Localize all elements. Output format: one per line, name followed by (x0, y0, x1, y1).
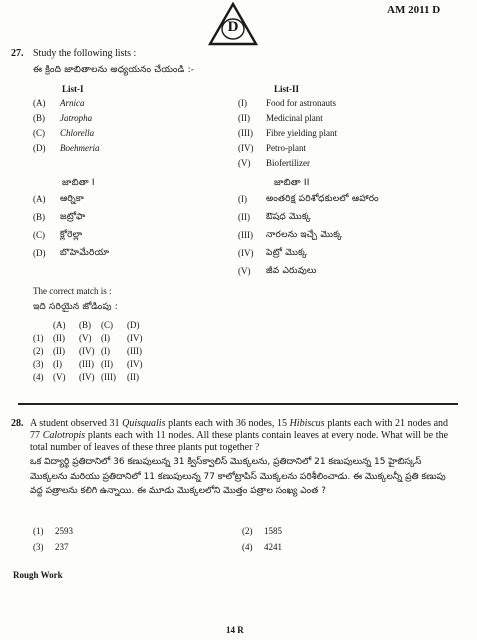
plant-name: Calotropis (42, 430, 86, 441)
match-cell: (II) (53, 333, 65, 343)
list1-te-item: క్లోరెల్లా (60, 230, 83, 240)
match-prompt-en: The correct match is : (33, 286, 112, 296)
list2-label: (I) (238, 98, 247, 108)
match-cell: (1) (33, 333, 44, 343)
match-header-cell (33, 319, 53, 332)
list2-item: Petro-plant (266, 143, 306, 153)
list2-label: (IV) (238, 143, 254, 153)
match-prompt-te: ఇది సరియైన జోడింపు : (33, 302, 118, 312)
list1-te-label: (B) (33, 212, 45, 222)
list1-title-te: జాబితా I (62, 178, 95, 188)
list1-item: Jatropha (60, 113, 93, 123)
match-header-cell: (D) (127, 320, 140, 330)
q28-option-label: (1) (33, 526, 44, 536)
list1-te-label: (A) (33, 194, 46, 204)
list1-te-item: బొహెమేరియా (60, 248, 110, 258)
divider-line (18, 403, 458, 405)
q27-prompt-en: Study the following lists : (33, 48, 137, 59)
list2-item: Medicinal plant (266, 113, 323, 123)
match-cell: (2) (33, 346, 44, 356)
list2-te-label: (IV) (238, 248, 254, 258)
list2-title: List-II (274, 84, 300, 94)
list2-item: Biofertilizer (266, 158, 310, 168)
match-cell: (I) (53, 359, 62, 369)
list2-item: Food for astronauts (266, 98, 336, 108)
q28-text-en: A student observed 31 Quisqualis plants each with 36 nodes, 15 Hibiscus plants each with 21 nodes and 77 Calotropis plants each with 11 nodes. All these plants contain leaves at every node. What will be the total number of leaves of these three plants put together ? (30, 418, 449, 453)
match-cell: (II) (101, 359, 113, 369)
list1-te-item: ఆర్నికా (60, 194, 84, 204)
plant-name: Hibiscus (289, 418, 325, 429)
match-header-cell: (A) (53, 320, 66, 330)
list1-label: (C) (33, 128, 45, 138)
rough-work-label: Rough Work (13, 570, 63, 580)
list1-te-label: (D) (33, 248, 46, 258)
list2-item: Fibre yielding plant (266, 128, 337, 138)
list2-title-te: జాబితా II (274, 178, 310, 188)
booklet-letter: D (227, 19, 239, 35)
list1-label: (B) (33, 113, 45, 123)
list2-label: (II) (238, 113, 250, 123)
q28-option-value: 4241 (264, 542, 282, 552)
q28-number: 28. (11, 418, 24, 429)
q27-number: 27. (11, 48, 24, 59)
match-cell: (4) (33, 372, 44, 382)
q28-text-te: ఒక విద్యార్థి ప్రతిదానిలో 36 కణుపులున్న 31 క్విస్‌క్వాలిస్ మొక్కలను, ప్రతిదానిలో 21 కణుపులున్న 15 హైబిస్కస్ మొక్కలను మరియు ప్రతిదానిలో 11 కణుపులున్న 77 కాలోట్రాపిస్ మొక్కలను పరిశీలించాడు. ఈ మొక్కలన్నీ ప్రతి కణుపు వద్ద పత్రాలను కలిగి ఉన్నాయి. ఈ మూడు మొక్కలలోని మొత్తం పత్రాల సంఖ్య ఎంత ? (30, 457, 446, 496)
match-cell: (3) (33, 359, 44, 369)
match-header-cell: (C) (101, 320, 113, 330)
list1-title: List-I (62, 84, 84, 94)
list2-te-label: (I) (238, 194, 247, 204)
page-number: 14 R (226, 625, 244, 635)
match-cell: (II) (127, 372, 139, 382)
list1-label: (D) (33, 143, 46, 153)
match-cell: (III) (79, 359, 94, 369)
list2-te-item: అంతరిక్ష పరిశోధకులలో ఆహారం (266, 194, 379, 204)
q28-option-label: (2) (242, 526, 253, 536)
match-cell: (IV) (127, 359, 143, 369)
list2-te-label: (III) (238, 230, 253, 240)
list1-te-label: (C) (33, 230, 45, 240)
list1-item: Boehmeria (60, 143, 100, 153)
list2-te-label: (II) (238, 212, 250, 222)
match-cell: (III) (127, 346, 142, 356)
match-cell: (II) (53, 346, 65, 356)
match-cell: (III) (101, 372, 116, 382)
list1-te-item: జట్రోఫా (60, 212, 86, 222)
list2-te-item: పెట్రో మొక్క (266, 248, 308, 258)
list1-item: Chlorella (60, 128, 95, 138)
paper-code: AM 2011 D (387, 4, 441, 16)
match-cell: (IV) (127, 333, 143, 343)
list2-label: (III) (238, 128, 253, 138)
match-cell: (IV) (79, 372, 95, 382)
list1-item: Arnica (60, 98, 85, 108)
list1-label: (A) (33, 98, 46, 108)
match-cell: (IV) (79, 346, 95, 356)
match-cell: (V) (79, 333, 92, 343)
list2-te-item: జీవ ఎరువులు (266, 266, 317, 276)
match-table (33, 319, 151, 384)
list2-te-item: నారలను ఇచ్చే మొక్క (266, 230, 343, 240)
q28-option-value: 1585 (264, 526, 282, 536)
q28-option-value: 2593 (55, 526, 73, 536)
q28-option-value: 237 (55, 542, 69, 552)
match-cell: (V) (53, 372, 66, 382)
q28-option-label: (4) (242, 542, 253, 552)
match-cell: (I) (101, 333, 110, 343)
match-header-cell: (B) (79, 320, 91, 330)
plant-name: Quisqualis (122, 418, 166, 429)
list2-te-label: (V) (238, 266, 251, 276)
match-cell: (I) (101, 346, 110, 356)
list2-te-item: ఔషధ మొక్క (266, 212, 312, 222)
q28-option-label: (3) (33, 542, 44, 552)
list2-label: (V) (238, 158, 251, 168)
q27-prompt-te: ఈ క్రింది జాబితాలను అధ్యయనం చేయండి :- (33, 65, 195, 75)
